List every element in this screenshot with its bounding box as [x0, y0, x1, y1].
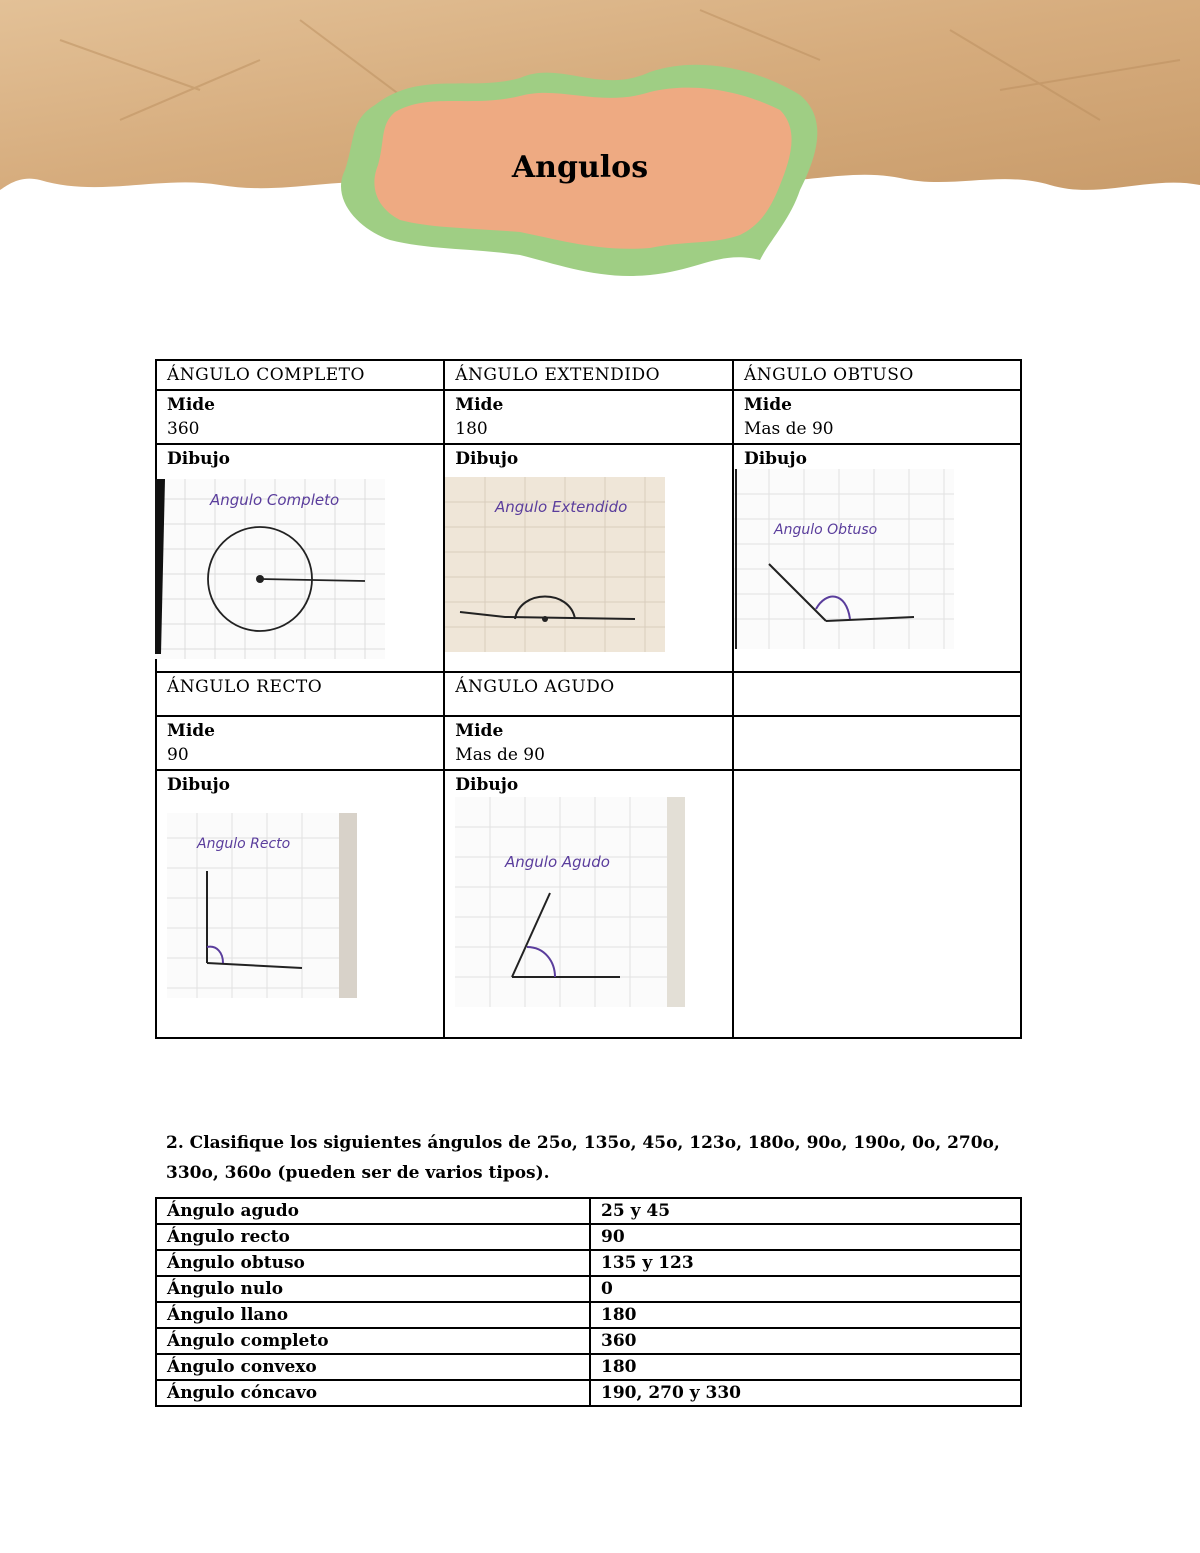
angle-type: Ángulo nulo: [156, 1276, 590, 1302]
angle-name: ÁNGULO EXTENDIDO: [444, 360, 733, 390]
angle-type: Ángulo llano: [156, 1302, 590, 1328]
mide-value: 90: [167, 745, 189, 765]
sketch-caption: Angulo Completo: [210, 491, 340, 509]
dibujo-label: Dibujo: [455, 449, 519, 469]
acute-angle-sketch: [455, 797, 685, 1007]
complete-angle-sketch: [155, 479, 385, 659]
angle-values: 135 y 123: [590, 1250, 1021, 1276]
dibujo-label: Dibujo: [743, 449, 807, 469]
angle-type: Ángulo completo: [156, 1328, 590, 1354]
mide-label: Mide: [455, 395, 504, 415]
table-row: [156, 1224, 1021, 1250]
dibujo-label: Dibujo: [167, 775, 230, 795]
angle-name: ÁNGULO RECTO: [156, 672, 444, 716]
angle-values: 90: [590, 1224, 1021, 1250]
drawing-cell: [444, 770, 733, 1038]
table-row: [156, 1354, 1021, 1380]
extended-angle-sketch: [445, 477, 665, 652]
drawing-cell: [156, 770, 444, 1038]
sketch-caption: Angulo Obtuso: [773, 522, 878, 538]
angle-name: ÁNGULO AGUDO: [444, 672, 733, 716]
sketch-caption: Angulo Agudo: [505, 853, 611, 871]
mide-label: Mide: [743, 395, 792, 415]
question-text: 2. Clasifique los siguientes ángulos de 25o, 135o, 45o, 123o, 180o, 90o, 190o, 0o, 270o, 330o, 360o (pueden ser de varios tipos).: [166, 1133, 1000, 1183]
measure-cell: [156, 390, 444, 444]
angle-type: Ángulo recto: [156, 1224, 590, 1250]
mide-value: Mas de 90: [743, 419, 834, 439]
sketch-caption: Angulo Recto: [197, 836, 291, 852]
mide-label: Mide: [167, 395, 215, 415]
sketch-caption: Angulo Extendido: [495, 498, 628, 516]
empty-cell: [733, 770, 1021, 1038]
empty-cell: [733, 716, 1021, 770]
table-row: [156, 1380, 1021, 1406]
empty-cell: [733, 672, 1021, 716]
measure-cell: [733, 390, 1021, 444]
angle-type: Ángulo convexo: [156, 1354, 590, 1380]
mide-value: 180: [455, 419, 488, 439]
angle-type: Ángulo obtuso: [156, 1250, 590, 1276]
angle-values: 25 y 45: [590, 1198, 1021, 1224]
angle-name: ÁNGULO OBTUSO: [733, 360, 1021, 390]
obtuse-angle-sketch: [734, 469, 954, 649]
angle-values: 0: [590, 1276, 1021, 1302]
table-row: [156, 1276, 1021, 1302]
measure-cell: [444, 716, 733, 770]
angle-type: Ángulo cóncavo: [156, 1380, 590, 1406]
classification-table: [155, 1197, 1022, 1407]
table-row: [156, 1198, 1021, 1224]
table-row: [156, 1250, 1021, 1276]
angle-values: 180: [590, 1302, 1021, 1328]
angle-name: ÁNGULO COMPLETO: [156, 360, 444, 390]
mide-label: Mide: [167, 721, 215, 741]
angle-values: 180: [590, 1354, 1021, 1380]
page-title: Angulos: [511, 150, 649, 185]
measure-cell: [444, 390, 733, 444]
table-row: [156, 1302, 1021, 1328]
drawing-cell: [733, 444, 1021, 672]
drawing-cell: [156, 444, 444, 672]
mide-value: 360: [167, 419, 200, 439]
dibujo-label: Dibujo: [455, 775, 519, 795]
drawing-cell: [444, 444, 733, 672]
angles-table: [155, 359, 1022, 1039]
right-angle-sketch: [167, 813, 357, 998]
angle-values: 360: [590, 1328, 1021, 1354]
measure-cell: [156, 716, 444, 770]
angle-type: Ángulo agudo: [156, 1198, 590, 1224]
mide-value: Mas de 90: [455, 745, 545, 765]
mide-label: Mide: [455, 721, 504, 741]
dibujo-label: Dibujo: [167, 449, 230, 469]
angle-values: 190, 270 y 330: [590, 1380, 1021, 1406]
table-row: [156, 1328, 1021, 1354]
